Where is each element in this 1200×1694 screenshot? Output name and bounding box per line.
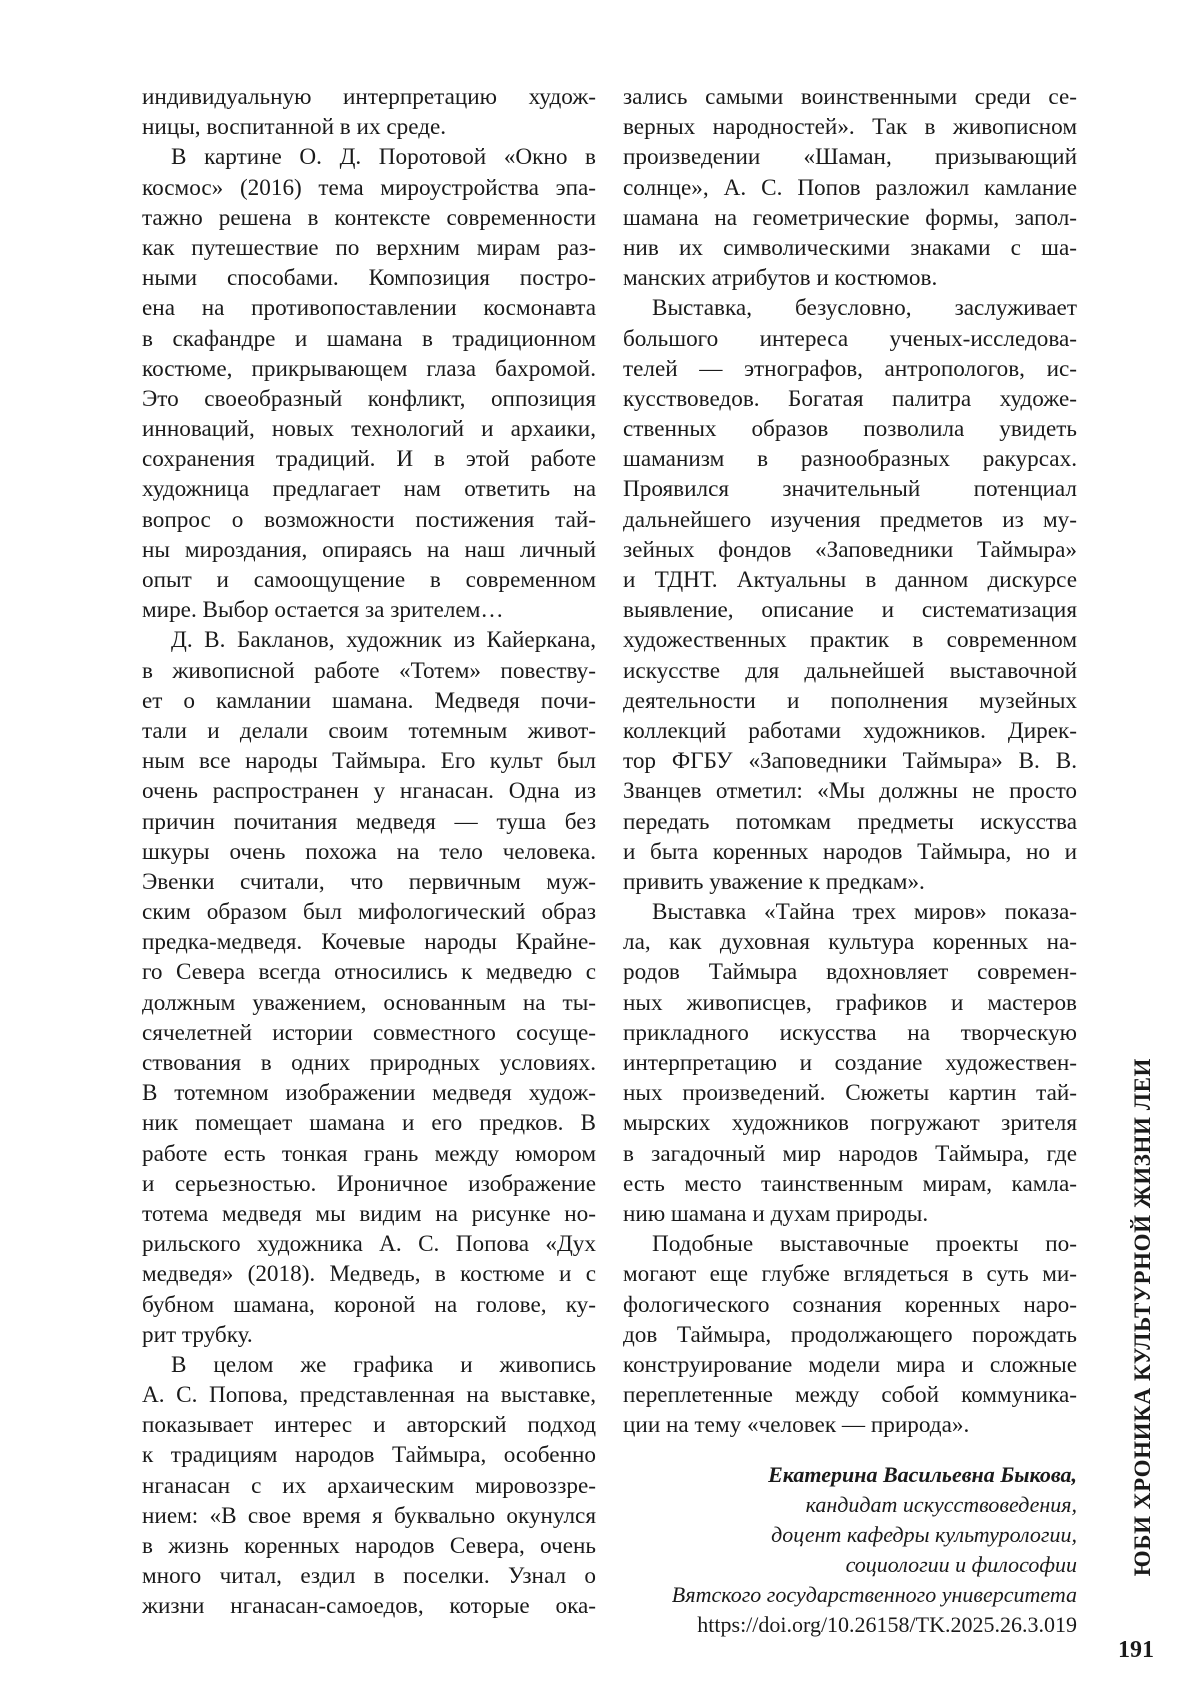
text-line: зейных фондов «Заповедники Таймыра» xyxy=(623,535,1077,565)
text-line: передать потомкам предметы искусства xyxy=(623,807,1077,837)
text-line: вопрос о возможности постижения тай- xyxy=(142,505,596,535)
text-line: много читал, ездил в поселки. Узнал о xyxy=(142,1561,596,1591)
text-line: ции на тему «человек — природа». xyxy=(623,1410,1077,1440)
text-line: в скафандре и шамана в традиционном xyxy=(142,324,596,354)
text-line: опыт и самоощущение в современном xyxy=(142,565,596,595)
text-line: го Севера всегда относились к медведю с xyxy=(142,957,596,987)
text-line: дальнейшего изучения предметов из му- xyxy=(623,505,1077,535)
text-line: В целом же графика и живопись xyxy=(142,1350,596,1380)
text-line: индивидуальную интерпретацию худож- xyxy=(142,82,596,112)
text-line: телей — этнографов, антропологов, ис- xyxy=(623,354,1077,384)
text-line: и ТДНТ. Актуальны в данном дискурсе xyxy=(623,565,1077,595)
text-line: тотема медведя мы видим на рисунке но- xyxy=(142,1199,596,1229)
text-line: космос» (2016) тема мироустройства эпа- xyxy=(142,173,596,203)
text-line: искусстве для дальнейшей выставочной xyxy=(623,656,1077,686)
text-line: конструирование модели мира и сложные xyxy=(623,1350,1077,1380)
author-title-4: Вятского государственного университета xyxy=(672,1580,1077,1610)
text-line: ны мироздания, опираясь на наш личный xyxy=(142,535,596,565)
text-line: могают еще глубже вглядеться в суть ми- xyxy=(623,1259,1077,1289)
text-line: в жизнь коренных народов Севера, очень xyxy=(142,1531,596,1561)
text-line: показывает интерес и авторский подход xyxy=(142,1410,596,1440)
text-line: ет о камлании шамана. Медведя почи- xyxy=(142,686,596,716)
text-line: В тотемном изображении медведя худож- xyxy=(142,1078,596,1108)
text-line: медведя» (2018). Медведь, в костюме и с xyxy=(142,1259,596,1289)
text-line: произведении «Шаман, призывающий xyxy=(623,142,1077,172)
text-line: тали и делали своим тотемным живот- xyxy=(142,716,596,746)
text-line: ена на противопоставлении космонавта xyxy=(142,293,596,323)
text-line: ственных образов позволила увидеть xyxy=(623,414,1077,444)
text-line: ных произведений. Сюжеты картин тай- xyxy=(623,1078,1077,1108)
text-line: большого интереса ученых-исследова- xyxy=(623,324,1077,354)
text-line: зались самыми воинственными среди се- xyxy=(623,82,1077,112)
author-name: Екатерина Васильевна Быкова, xyxy=(672,1460,1077,1490)
text-line: солнце», А. С. Попов разложил камлание xyxy=(623,173,1077,203)
text-line: Выставка, безусловно, заслуживает xyxy=(623,293,1077,323)
text-line: шаманизм в разнообразных ракурсах. xyxy=(623,444,1077,474)
right-column xyxy=(623,82,1077,1440)
text-line: интерпретацию и создание художествен- xyxy=(623,1048,1077,1078)
text-line: деятельности и пополнения музейных xyxy=(623,686,1077,716)
text-line: есть место таинственным мирам, камла- xyxy=(623,1169,1077,1199)
text-line: привить уважение к предкам». xyxy=(623,867,1077,897)
text-line: нием: «В свое время я буквально окунулся xyxy=(142,1501,596,1531)
text-line: манских атрибутов и костюмов. xyxy=(623,263,1077,293)
text-line: ными способами. Композиция постро- xyxy=(142,263,596,293)
text-line: кусствоведов. Богатая палитра художе- xyxy=(623,384,1077,414)
text-line: ник помещает шамана и его предков. В xyxy=(142,1108,596,1138)
text-line: ствования в одних природных условиях. xyxy=(142,1048,596,1078)
page-number: 191 xyxy=(1118,1637,1154,1664)
text-line: переплетенные между собой коммуника- xyxy=(623,1380,1077,1410)
text-line: рильского художника А. С. Попова «Дух xyxy=(142,1229,596,1259)
text-line: инноваций, новых технологий и архаики, xyxy=(142,414,596,444)
text-line: ским образом был мифологический образ xyxy=(142,897,596,927)
text-line: жизни нганасан-самоедов, которые ока- xyxy=(142,1591,596,1621)
text-line: шамана на геометрические формы, запол- xyxy=(623,203,1077,233)
text-line: работе есть тонкая грань между юмором xyxy=(142,1139,596,1169)
text-line: и серьезностью. Ироничное изображение xyxy=(142,1169,596,1199)
author-title-2: доцент кафедры культурологии, xyxy=(672,1520,1077,1550)
text-line: родов Таймыра вдохновляет современ- xyxy=(623,957,1077,987)
author-signature xyxy=(672,1460,1077,1640)
text-line: художница предлагает нам ответить на xyxy=(142,474,596,504)
text-line: В картине О. Д. Поротовой «Окно в xyxy=(142,142,596,172)
text-line: предка-медведя. Кочевые народы Крайне- xyxy=(142,927,596,957)
text-line: в живописной работе «Тотем» повеству- xyxy=(142,656,596,686)
text-line: и быта коренных народов Таймыра, но и xyxy=(623,837,1077,867)
text-line: ных живописцев, графиков и мастеров xyxy=(623,988,1077,1018)
text-line: мире. Выбор остается за зрителем… xyxy=(142,595,596,625)
text-line: в загадочный мир народов Таймыра, где xyxy=(623,1139,1077,1169)
text-line: ным все народы Таймыра. Его культ был xyxy=(142,746,596,776)
text-line: выявление, описание и систематизация xyxy=(623,595,1077,625)
text-line: Это своеобразный конфликт, оппозиция xyxy=(142,384,596,414)
running-title: ЮБИ ХРОНИКА КУЛЬТУРНОЙ ЖИЗНИ ЛЕИ xyxy=(1130,1058,1156,1598)
text-line: прикладного искусства на творческую xyxy=(623,1018,1077,1048)
text-line: сохранения традиций. И в этой работе xyxy=(142,444,596,474)
text-line: к традициям народов Таймыра, особенно xyxy=(142,1440,596,1470)
text-line: ла, как духовная культура коренных на- xyxy=(623,927,1077,957)
text-line: сячелетней истории совместного сосуще- xyxy=(142,1018,596,1048)
text-line: очень распространен у нганасан. Одна из xyxy=(142,776,596,806)
text-line: А. С. Попова, представленная на выставке, xyxy=(142,1380,596,1410)
text-line: Подобные выставочные проекты по- xyxy=(623,1229,1077,1259)
text-line: причин почитания медведя — туша без xyxy=(142,807,596,837)
text-line: коллекций работами художников. Дирек- xyxy=(623,716,1077,746)
text-line: художественных практик в современном xyxy=(623,625,1077,655)
left-column xyxy=(142,82,596,1622)
text-line: Д. В. Бакланов, художник из Кайеркана, xyxy=(142,625,596,655)
text-line: бубном шамана, короной на голове, ку- xyxy=(142,1290,596,1320)
text-line: рит трубку. xyxy=(142,1320,596,1350)
text-line: должным уважением, основанным на ты- xyxy=(142,988,596,1018)
text-line: тажно решена в контексте современности xyxy=(142,203,596,233)
text-line: Званцев отметил: «Мы должны не просто xyxy=(623,776,1077,806)
text-line: нив их символическими знаками с ша- xyxy=(623,233,1077,263)
text-line: дов Таймыра, продолжающего порождать xyxy=(623,1320,1077,1350)
text-line: Эвенки считали, что первичным муж- xyxy=(142,867,596,897)
author-title-3: социологии и философии xyxy=(672,1550,1077,1580)
doi-link[interactable]: https://doi.org/10.26158/TK.2025.26.3.019 xyxy=(672,1610,1077,1640)
text-line: ницы, воспитанной в их среде. xyxy=(142,112,596,142)
text-line: мырских художников погружают зрителя xyxy=(623,1108,1077,1138)
author-title-1: кандидат искусствоведения, xyxy=(672,1490,1077,1520)
text-line: шкуры очень похожа на тело человека. xyxy=(142,837,596,867)
text-line: Выставка «Тайна трех миров» показа- xyxy=(623,897,1077,927)
text-line: тор ФГБУ «Заповедники Таймыра» В. В. xyxy=(623,746,1077,776)
text-line: нганасан с их архаическим мировоззре- xyxy=(142,1471,596,1501)
text-line: костюме, прикрывающем глаза бахромой. xyxy=(142,354,596,384)
text-line: фологического сознания коренных наро- xyxy=(623,1290,1077,1320)
text-line: как путешествие по верхним мирам раз- xyxy=(142,233,596,263)
text-line: нию шамана и духам природы. xyxy=(623,1199,1077,1229)
text-line: верных народностей». Так в живописном xyxy=(623,112,1077,142)
text-line: Проявился значительный потенциал xyxy=(623,474,1077,504)
